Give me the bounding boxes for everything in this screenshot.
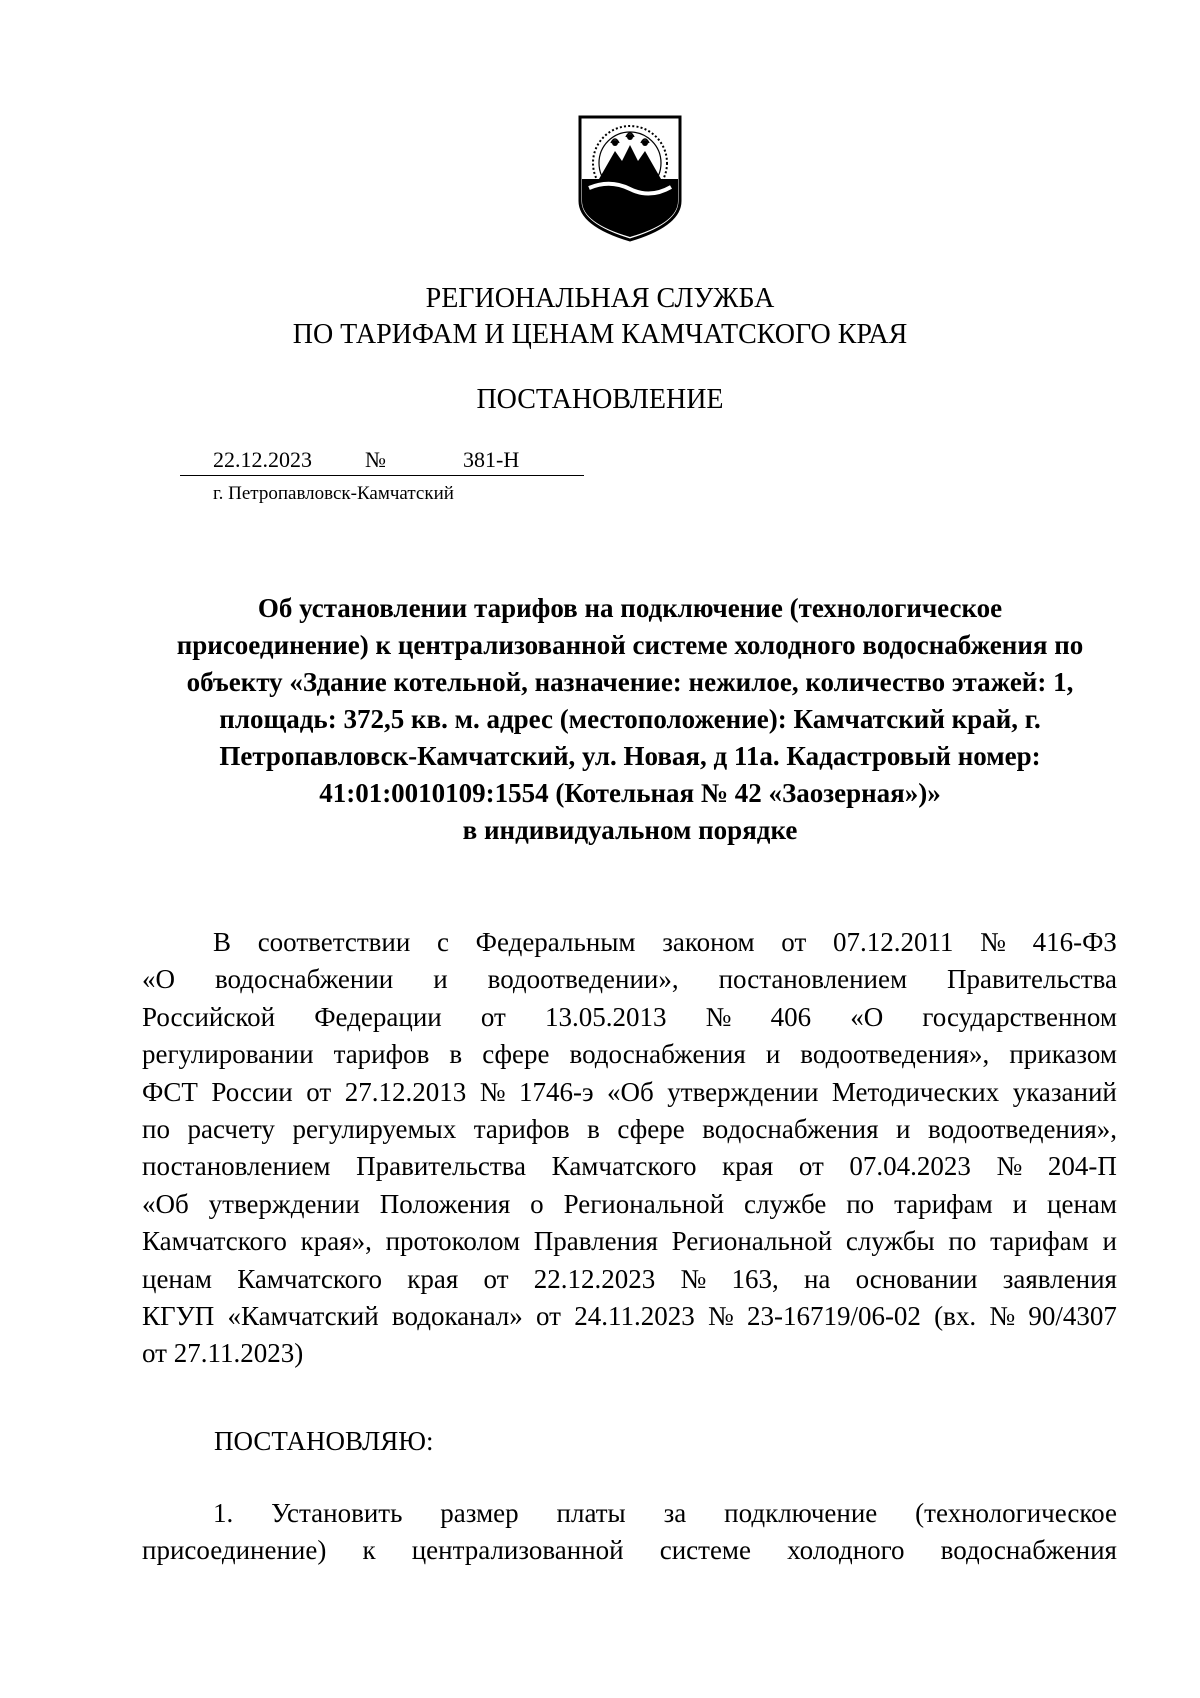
word: № xyxy=(680,1263,707,1294)
word: регулировании xyxy=(142,1039,314,1070)
word: 90/4307 xyxy=(1028,1301,1117,1332)
word: № xyxy=(989,1301,1016,1332)
word: водоснабжении xyxy=(214,964,394,995)
word: Камчатского xyxy=(237,1263,383,1294)
word: края xyxy=(407,1263,459,1294)
word: утверждении xyxy=(667,1076,819,1107)
body-line xyxy=(142,924,1117,961)
body-line: от 27.11.2023) xyxy=(142,1338,304,1369)
word: «О xyxy=(142,964,175,995)
word: регулируемых xyxy=(292,1114,457,1145)
body-line xyxy=(142,1261,1117,1298)
word: по xyxy=(142,1114,170,1145)
word: от xyxy=(798,1151,824,1182)
title-line: площадь: 372,5 кв. м. адрес (местоположение): Камчатский край, г. xyxy=(219,704,1041,734)
word: ценам xyxy=(142,1263,212,1294)
word: «Об xyxy=(142,1188,189,1219)
word: к xyxy=(362,1535,376,1566)
word: 1. xyxy=(213,1498,234,1528)
document-date-number-line xyxy=(180,445,584,476)
document-title xyxy=(140,590,1120,849)
title-line: присоединение) к централизованной системе холодного водоснабжения по xyxy=(176,630,1084,660)
word: и xyxy=(1102,1226,1117,1257)
word: тарифов xyxy=(473,1114,570,1145)
word: на xyxy=(803,1263,831,1294)
word: 1746-э xyxy=(518,1076,594,1107)
word: водоснабжения xyxy=(940,1535,1117,1566)
word: постановлением xyxy=(718,964,908,995)
word: 204-П xyxy=(1047,1151,1117,1182)
word: и xyxy=(765,1039,781,1070)
word: Федеральным xyxy=(475,927,636,957)
body-line xyxy=(142,1298,1117,1335)
word: тарифам xyxy=(894,1188,993,1219)
word: тарифов xyxy=(333,1039,430,1070)
word: водоотведения», xyxy=(800,1039,990,1070)
word: системе xyxy=(659,1535,752,1566)
word: водоснабжения xyxy=(702,1114,879,1145)
body-line xyxy=(142,1532,1117,1569)
word: основании xyxy=(855,1263,978,1294)
word: протоколом xyxy=(385,1226,521,1257)
word: о xyxy=(530,1188,544,1219)
title-line: в индивидуальном порядке xyxy=(462,815,798,845)
word: Правления xyxy=(533,1226,658,1257)
word: с xyxy=(436,927,449,957)
body-line xyxy=(142,1186,1117,1223)
word: 07.12.2011 xyxy=(832,927,954,957)
body-line xyxy=(142,1111,1117,1148)
word: № xyxy=(705,1001,732,1032)
word: КГУП xyxy=(142,1301,215,1332)
document-city: г. Петропавловск-Камчатский xyxy=(213,483,454,504)
word: № xyxy=(479,1076,506,1107)
word: от xyxy=(480,1001,506,1032)
word: законом xyxy=(662,927,755,957)
word: ценам xyxy=(1047,1188,1117,1219)
word: 416-ФЗ xyxy=(1032,927,1117,957)
word: водоснабжения xyxy=(569,1039,746,1070)
body-line xyxy=(142,1223,1117,1260)
word: края», xyxy=(300,1226,372,1257)
word: Методических xyxy=(831,1076,1000,1107)
org-name-line-2: ПО ТАРИФАМ И ЦЕНАМ КАМЧАТСКОГО КРАЯ xyxy=(292,319,908,350)
word: подключение xyxy=(724,1498,878,1528)
body-line xyxy=(142,961,1117,998)
word: присоединение) xyxy=(142,1535,327,1566)
word: централизованной xyxy=(411,1535,624,1566)
word: края xyxy=(722,1151,774,1182)
decree-word: ПОСТАНОВЛЯЮ: xyxy=(214,1426,434,1456)
word: в xyxy=(449,1039,463,1070)
document-type: ПОСТАНОВЛЕНИЕ xyxy=(476,384,724,415)
word: № xyxy=(707,1301,734,1332)
word: тарифам xyxy=(990,1226,1089,1257)
body-line xyxy=(142,1495,1117,1532)
body-line xyxy=(142,1074,1117,1111)
word: от xyxy=(781,927,807,957)
title-line: Об установлении тарифов на подключение (технологическое xyxy=(257,593,1003,623)
word: расчету xyxy=(187,1114,275,1145)
document-number: 381-Н xyxy=(463,447,520,472)
title-line: Петропавловск-Камчатский, ул. Новая, д 11а. Кадастровый номер: xyxy=(219,741,1041,771)
word: «Камчатский xyxy=(227,1301,379,1332)
word: размер xyxy=(440,1498,519,1528)
title-line: объекту «Здание котельной, назначение: нежилое, количество этажей: 1, xyxy=(186,667,1074,697)
word: по xyxy=(948,1226,977,1257)
word: Установить xyxy=(271,1498,403,1528)
word: указаний xyxy=(1012,1076,1117,1107)
word: Правительства xyxy=(356,1151,527,1182)
word: Региональной xyxy=(671,1226,833,1257)
word: 24.11.2023 xyxy=(574,1301,695,1332)
word: 23-16719/06-02 xyxy=(746,1301,921,1332)
word: от xyxy=(306,1076,332,1107)
word: 22.12.2023 xyxy=(533,1263,656,1294)
word: № xyxy=(996,1151,1023,1182)
word: и xyxy=(1012,1188,1028,1219)
word: постановлением xyxy=(142,1151,331,1182)
body-line xyxy=(142,1036,1117,1073)
word: «Об xyxy=(607,1076,654,1107)
word: 13.05.2013 xyxy=(545,1001,667,1032)
word: платы xyxy=(556,1498,626,1528)
word: 27.12.2013 xyxy=(344,1076,467,1107)
word: Региональной xyxy=(563,1188,725,1219)
word: Российской xyxy=(142,1001,276,1032)
word: «О xyxy=(850,1001,884,1032)
word: службы xyxy=(845,1226,935,1257)
word: В xyxy=(213,927,232,957)
number-sign: № xyxy=(365,447,386,472)
word: Камчатского xyxy=(142,1226,287,1257)
word: государственном xyxy=(922,1001,1117,1032)
word: за xyxy=(663,1498,687,1528)
word: заявления xyxy=(1002,1263,1117,1294)
word: от xyxy=(536,1301,561,1332)
document-date: 22.12.2023 xyxy=(213,447,312,472)
word: России xyxy=(211,1076,293,1107)
body-line xyxy=(142,999,1117,1036)
item-1-paragraph xyxy=(142,1495,1117,1570)
word: 07.04.2023 xyxy=(849,1151,971,1182)
word: Федерации xyxy=(314,1001,442,1032)
word: (технологическое xyxy=(915,1498,1117,1528)
word: холодного xyxy=(787,1535,905,1566)
word: 163, xyxy=(731,1263,779,1294)
org-name-line-1: РЕГИОНАЛЬНАЯ СЛУЖБА xyxy=(425,283,775,314)
word: водоотведении», xyxy=(487,964,679,995)
word: службе xyxy=(744,1188,827,1219)
word: Правительства xyxy=(947,964,1117,995)
word: 406 xyxy=(770,1001,812,1032)
word: № xyxy=(980,927,1006,957)
word: утверждении xyxy=(208,1188,360,1219)
word: сфере xyxy=(482,1039,550,1070)
body-line xyxy=(142,1148,1117,1185)
word: от xyxy=(483,1263,509,1294)
preamble-paragraph xyxy=(142,924,1117,1373)
word: и xyxy=(896,1114,911,1145)
word: по xyxy=(846,1188,875,1219)
word: в xyxy=(587,1114,600,1145)
kamchatka-coat-of-arms-icon xyxy=(575,113,685,243)
word: сфере xyxy=(617,1114,685,1145)
word: водоотведения», xyxy=(928,1114,1117,1145)
word: водоканал» xyxy=(391,1301,523,1332)
word: (вх. xyxy=(934,1301,977,1332)
word: Камчатского xyxy=(551,1151,697,1182)
word: соответствии xyxy=(257,927,411,957)
word: ФСТ xyxy=(142,1076,198,1107)
word: и xyxy=(433,964,448,995)
word: Положения xyxy=(379,1188,511,1219)
title-line: 41:01:0010109:1554 (Котельная № 42 «Заозерная»)» xyxy=(319,778,941,808)
word: приказом xyxy=(1009,1039,1117,1070)
